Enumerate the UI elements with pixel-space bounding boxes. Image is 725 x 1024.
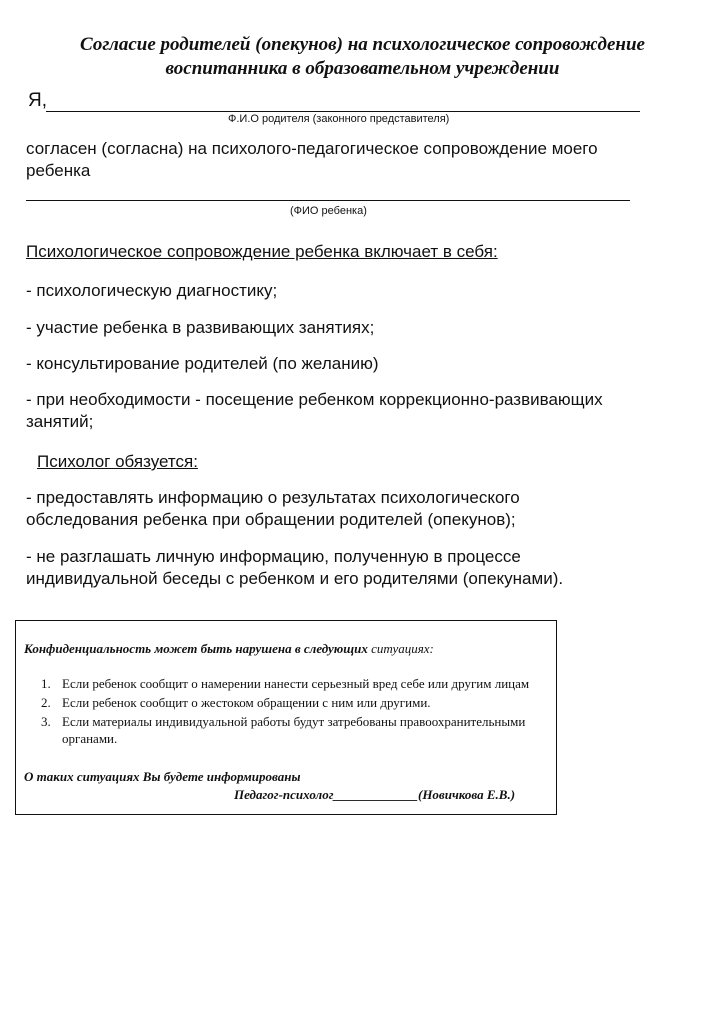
parent-name-field-line[interactable]	[46, 111, 640, 112]
document-title	[30, 33, 695, 81]
support-item-1: - психологическую диагностику;	[26, 281, 278, 300]
confidentiality-list	[24, 675, 574, 749]
child-name-caption: (ФИО ребенка)	[290, 205, 367, 217]
support-heading: Психологическое сопровождение ребенка включает в себя:	[26, 242, 498, 261]
psychologist-signature: Педагог-психолог_____________(Новичкова Е.В.)	[234, 787, 516, 802]
confidentiality-heading	[24, 641, 434, 657]
parent-name-prefix: Я,	[28, 90, 47, 111]
obligations-heading: Психолог обязуется:	[37, 452, 198, 471]
support-item-2: - участие ребенка в развивающих занятиях;	[26, 318, 375, 337]
parent-name-row	[28, 88, 640, 114]
obligation-item-2: - не разглашать личную информацию, полученную в процессе индивидуальной беседы с ребенком и его родителями (опекунами).	[26, 547, 564, 588]
confidentiality-box	[15, 620, 557, 815]
consent-text: согласен (согласна) на психолого-педагогическое сопровождение моего ребенка	[26, 139, 598, 180]
parent-name-caption: Ф.И.О родителя (законного представителя)	[228, 113, 450, 125]
confidentiality-item-1: 1. Если ребенок сообщит о намерении нанести серьезный вред себе или другим лицам	[54, 675, 574, 692]
confidentiality-notice: О таких ситуациях Вы будете информированы	[24, 769, 301, 784]
confidentiality-item-2: 2. Если ребенок сообщит о жестоком обращении с ним или другими.	[54, 694, 574, 711]
support-item-4: - при необходимости - посещение ребенком коррекционно-развивающих занятий;	[26, 390, 603, 431]
confidentiality-heading-bold: Конфиденциальность может быть нарушена в следующих	[24, 641, 368, 656]
support-item-3: - консультирование родителей (по желанию)	[26, 354, 379, 373]
title-line-1: Согласие родителей (опекунов) на психологическое сопровождение	[80, 34, 645, 55]
confidentiality-heading-italic: ситуациях:	[371, 641, 434, 656]
confidentiality-item-3: 3. Если материалы индивидуальной работы будут затребованы правоохранительными органами.	[54, 713, 574, 747]
title-line-2: воспитанника в образовательном учреждении	[165, 58, 560, 79]
obligation-item-1: - предоставлять информацию о результатах психологического обследования ребенка при обращении родителей (опекунов);	[26, 488, 520, 529]
child-name-field-line[interactable]	[26, 200, 630, 201]
